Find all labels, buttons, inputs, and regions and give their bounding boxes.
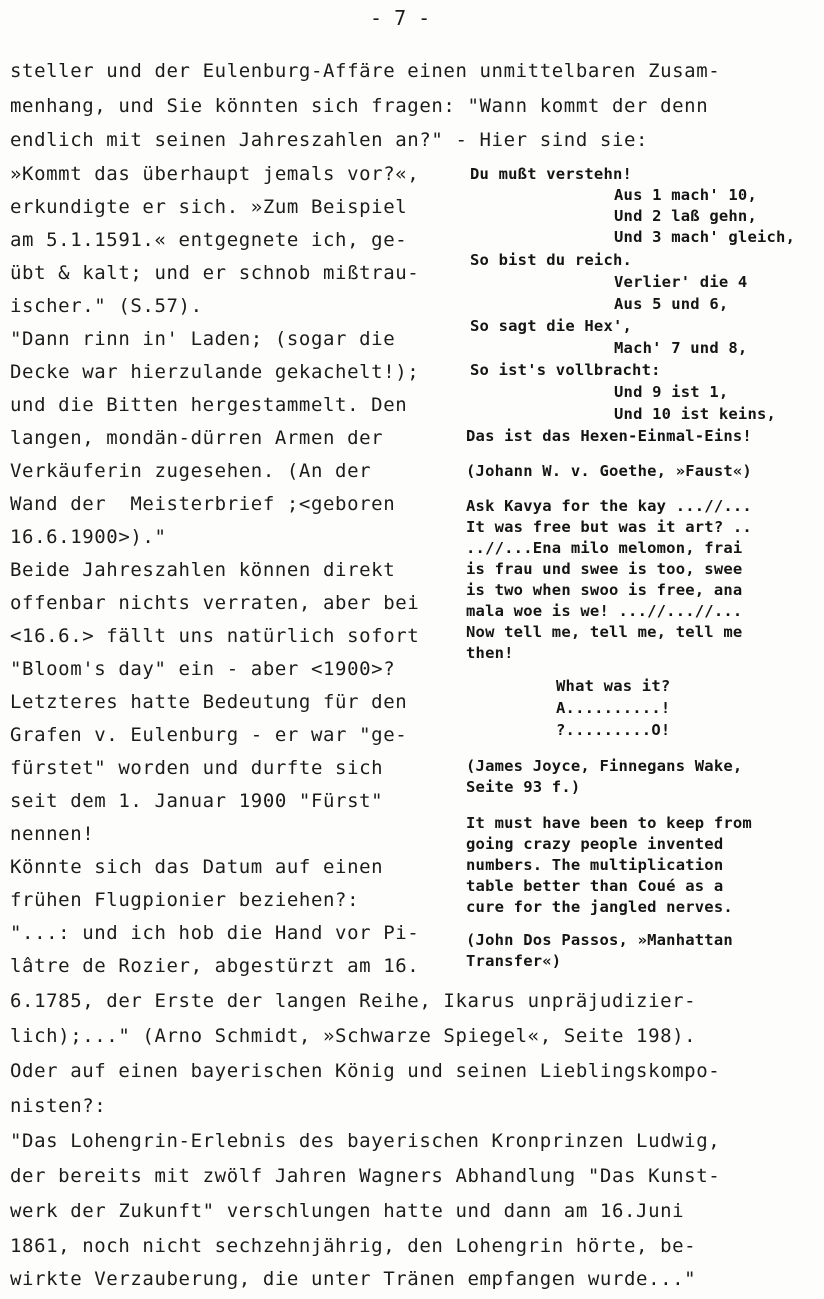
right-column-line: (James Joyce, Finnegans Wake, xyxy=(466,757,743,775)
right-column-line: Verlier' die 4 xyxy=(614,273,748,291)
left-column-line: lâtre de Rozier, abgestürzt am 16. xyxy=(10,955,420,977)
left-column-line: Könnte sich das Datum auf einen xyxy=(10,856,384,878)
right-column-line: then! xyxy=(466,644,514,662)
right-column-line: Transfer«) xyxy=(466,952,562,970)
right-column-line: It was free but was it art? .. xyxy=(466,518,752,536)
left-column-line: »Kommt das überhaupt jemals vor?«, xyxy=(10,163,420,185)
right-column-line: Das ist das Hexen-Einmal-Eins! xyxy=(466,427,752,445)
left-column-line: offenbar nichts verraten, aber bei xyxy=(10,592,420,614)
right-column-line: mala woe is we! ...//...//... xyxy=(466,602,743,620)
left-column-line: "Bloom's day" ein - aber <1900>? xyxy=(10,658,396,680)
right-column-line: A..........! xyxy=(556,699,671,717)
left-column-line: Decke war hierzulande gekachelt!); xyxy=(10,361,420,383)
right-column-line: Du mußt verstehn! xyxy=(470,165,633,183)
left-column-line: frühen Flugpionier beziehen?: xyxy=(10,889,360,911)
left-column-line: und die Bitten hergestammelt. Den xyxy=(10,394,408,416)
right-column-line: (Johann W. v. Goethe, »Faust«) xyxy=(466,462,752,480)
right-column-line: is two when swoo is free, ana xyxy=(466,581,743,599)
right-column-line: Seite 93 f.) xyxy=(466,778,581,796)
right-column-line: ?.........O! xyxy=(556,721,671,739)
left-column-line: erkundigte er sich. »Zum Beispiel xyxy=(10,196,408,218)
left-column-line: "...: und ich hob die Hand vor Pi- xyxy=(10,922,420,944)
body-line: 1861, noch nicht sechzehnjährig, den Lohengrin hörte, be- xyxy=(10,1235,697,1257)
right-column-line: going crazy people invented xyxy=(466,835,724,853)
body-line: steller und der Eulenburg-Affäre einen unmittelbaren Zusam- xyxy=(10,60,721,82)
right-column-line: Aus 1 mach' 10, xyxy=(614,186,757,204)
left-column-line: seit dem 1. Januar 1900 "Fürst" xyxy=(10,790,384,812)
left-column-line: Grafen v. Eulenburg - er war "ge- xyxy=(10,724,408,746)
left-column-line: fürstet" worden und durfte sich xyxy=(10,757,384,779)
right-column-line: Ask Kavya for the kay ...//... xyxy=(466,497,752,515)
right-column-line: is frau und swee is too, swee xyxy=(466,560,743,578)
right-column-line: (John Dos Passos, »Manhattan xyxy=(466,931,733,949)
left-column-line: "Dann rinn in' Laden; (sogar die xyxy=(10,328,396,350)
body-line: der bereits mit zwölf Jahren Wagners Abhandlung "Das Kunst- xyxy=(10,1165,721,1187)
body-line: menhang, und Sie könnten sich fragen: "Wann kommt der denn xyxy=(10,95,709,117)
right-column-line: numbers. The multiplication xyxy=(466,856,724,874)
right-column-line: Und 10 ist keins, xyxy=(614,405,777,423)
right-column-line: Aus 5 und 6, xyxy=(614,295,729,313)
right-column-line: Und 9 ist 1, xyxy=(614,383,729,401)
body-line: lich);..." (Arno Schmidt, »Schwarze Spiegel«, Seite 198). xyxy=(10,1025,697,1047)
left-column-line: langen, mondän-dürren Armen der xyxy=(10,427,384,449)
left-column-line: Wand der Meisterbrief ;<geboren xyxy=(10,493,396,515)
right-column-line: ..//...Ena milo melomon, frai xyxy=(466,539,743,557)
body-line: 6.1785, der Erste der langen Reihe, Ikarus unpräjudizier- xyxy=(10,990,697,1012)
right-column-line: Mach' 7 und 8, xyxy=(614,339,748,357)
body-line: endlich mit seinen Jahreszahlen an?" - Hier sind sie: xyxy=(10,129,649,151)
right-column-line: So bist du reich. xyxy=(470,251,633,269)
left-column-line: Letzteres hatte Bedeutung für den xyxy=(10,691,408,713)
body-line: wirkte Verzauberung, die unter Tränen empfangen wurde..." xyxy=(10,1268,697,1290)
right-column-line: cure for the jangled nerves. xyxy=(466,898,733,916)
right-column-line: What was it? xyxy=(556,677,671,695)
left-column-line: übt & kalt; und er schnob mißtrau- xyxy=(10,262,420,284)
right-column-line: Now tell me, tell me, tell me xyxy=(466,623,743,641)
left-column-line: Beide Jahreszahlen können direkt xyxy=(10,559,396,581)
left-column-line: nennen! xyxy=(10,823,95,845)
body-line: werk der Zukunft" verschlungen hatte und dann am 16.Juni xyxy=(10,1200,685,1222)
left-column-line: am 5.1.1591.« entgegnete ich, ge- xyxy=(10,229,408,251)
left-column-line: Verkäuferin zugesehen. (An der xyxy=(10,460,372,482)
page-number: - 7 - xyxy=(370,6,431,30)
right-column-line: Und 3 mach' gleich, xyxy=(614,228,796,246)
body-line: nisten?: xyxy=(10,1095,107,1117)
body-line: Oder auf einen bayerischen König und seinen Lieblingskompo- xyxy=(10,1060,721,1082)
left-column-line: 16.6.1900>)." xyxy=(10,526,167,548)
left-column-line: <16.6.> fällt uns natürlich sofort xyxy=(10,625,420,647)
right-column-line: It must have been to keep from xyxy=(466,814,752,832)
right-column-line: Und 2 laß gehn, xyxy=(614,207,757,225)
right-column-line: table better than Coué as a xyxy=(466,877,724,895)
right-column-line: So ist's vollbracht: xyxy=(470,361,661,379)
left-column-line: ischer." (S.57). xyxy=(10,295,203,317)
body-line: "Das Lohengrin-Erlebnis des bayerischen Kronprinzen Ludwig, xyxy=(10,1130,721,1152)
right-column-line: So sagt die Hex', xyxy=(470,317,633,335)
